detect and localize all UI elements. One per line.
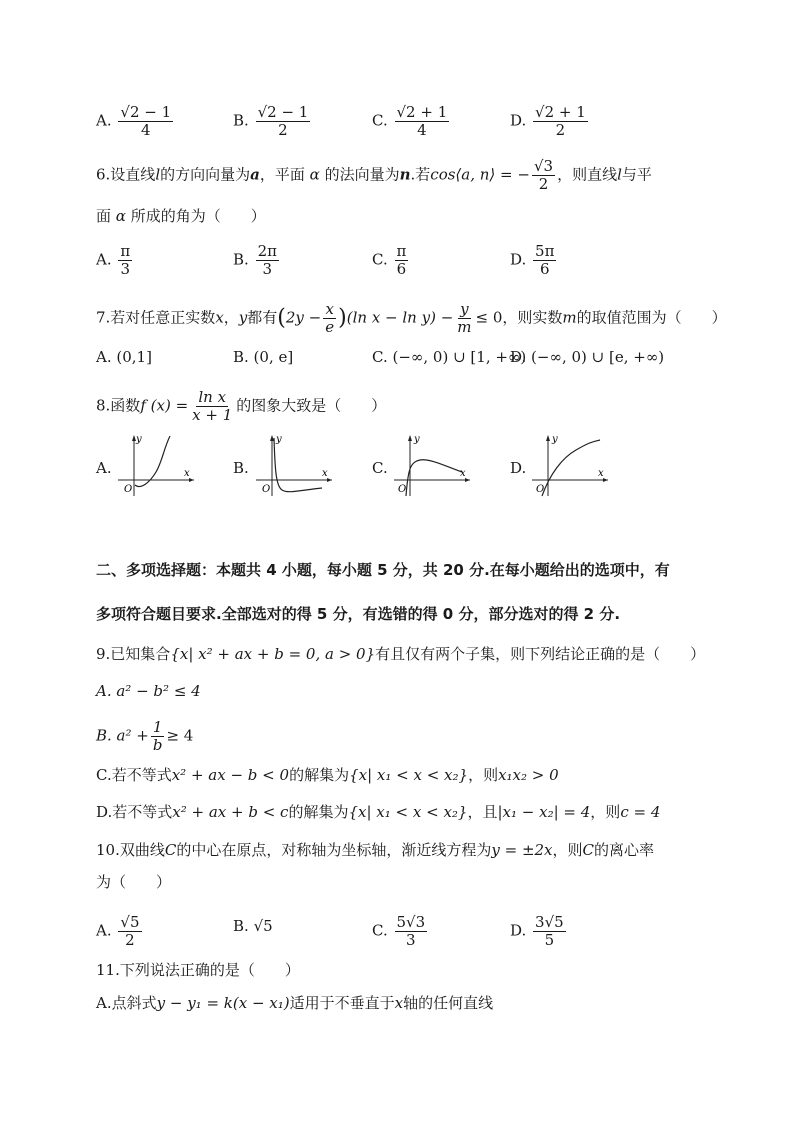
x-axis-arrow (465, 478, 470, 482)
numerator: ln x (198, 388, 227, 406)
graph-c-label: C. (372, 459, 388, 477)
denominator: 6 (539, 260, 550, 278)
graph-d (528, 430, 614, 500)
var-x: x (215, 308, 224, 327)
q6-option-a (96, 243, 134, 278)
set-expression: {x| x₁ < x < x₂} (348, 803, 468, 821)
q10-option-b (233, 916, 273, 936)
fraction (533, 104, 588, 139)
origin-label: O (536, 484, 545, 495)
q11-option-a (96, 993, 493, 1013)
fraction (395, 914, 428, 949)
origin-label: O (398, 484, 407, 495)
text: ，则实数 (502, 308, 563, 327)
expression: |x₁ − x₂| = 4 (497, 803, 591, 821)
var-l: l (155, 165, 161, 184)
text: ， (223, 308, 239, 327)
y-axis-arrow (270, 435, 274, 441)
option-letter: B. (233, 917, 249, 935)
set-expression: {x| x² + ax + b = 0, a > 0} (170, 645, 376, 663)
denominator: 6 (396, 260, 407, 278)
denominator: m (457, 318, 472, 336)
text: ，则 (590, 803, 621, 821)
text: 的解集为 (288, 803, 349, 821)
text: 的图象大致是（ ） (236, 396, 387, 415)
text: 有且仅有两个子集，则下列结论正确的是（ ） (375, 645, 706, 663)
numerator: y (460, 300, 469, 318)
fraction (395, 104, 450, 139)
option-letter: C. (372, 111, 388, 130)
y-label: y (414, 434, 420, 445)
text: 的取值范围为（ ） (576, 308, 727, 327)
fraction (533, 243, 556, 278)
numerator: √2 + 1 (535, 103, 586, 121)
option-letter: D. (510, 921, 527, 940)
denominator: 5 (544, 931, 555, 949)
x-label: x (184, 468, 190, 479)
denominator: 3 (120, 260, 131, 278)
text: 与平 (621, 165, 652, 184)
text: D.若不等式 (96, 803, 173, 821)
numerator: π (396, 242, 407, 260)
text: C.若不等式 (96, 766, 172, 784)
fraction (455, 301, 473, 336)
paren-open: ( (277, 305, 286, 331)
q8-stem (96, 389, 386, 424)
fraction (533, 914, 566, 949)
denominator: 2 (278, 121, 288, 139)
q10-stem-line2: 为（ ） (96, 873, 172, 891)
var-x: x (394, 994, 404, 1012)
expression: x² + ax − b < 0 (171, 766, 290, 784)
q10-option-d (510, 914, 568, 949)
section-heading-line2: 多项符合题目要求.全部选对的得 5 分，有选错的得 0 分，部分选对的得 2 分. (96, 605, 621, 623)
section-heading-line1: 二、多项选择题：本题共 4 小题，每小题 5 分，共 20 分.在每小题给出的选项中，有 (96, 561, 670, 579)
fraction (395, 243, 409, 278)
graph-b-label: B. (233, 459, 249, 477)
numerator: √2 − 1 (120, 103, 172, 121)
numerator: √2 + 1 (396, 103, 448, 121)
text: 适用于不垂直于 (289, 994, 395, 1012)
denominator: 2 (538, 175, 549, 193)
expression: y = ±2x (491, 841, 553, 859)
text: 所成的角为（ ） (130, 207, 266, 225)
curve (542, 440, 600, 496)
graph-c (390, 430, 476, 500)
q6-stem-line1 (96, 158, 652, 193)
denominator: 3 (406, 931, 416, 949)
q5-option-d (510, 104, 590, 139)
text: 8.函数 (96, 396, 141, 415)
numerator: 5π (535, 242, 555, 260)
x-axis-arrow (603, 478, 608, 482)
expression: x₁x₂ > 0 (498, 766, 559, 784)
var-l: l (617, 165, 622, 184)
expression: y − y₁ = k(x − x₁) (156, 994, 290, 1012)
text: 6.设直线 (96, 165, 156, 184)
y-label: y (276, 434, 282, 445)
expression: ≤ 0 (475, 308, 503, 327)
q5-option-c (372, 104, 451, 139)
numerator: √3 (533, 157, 554, 175)
text: 都有 (247, 308, 278, 327)
q5-option-b (233, 104, 312, 139)
q9-option-b (96, 719, 193, 754)
denominator: b (152, 736, 163, 754)
denominator: 4 (417, 121, 427, 139)
numerator: x (325, 300, 334, 318)
q10-stem-line1 (96, 840, 654, 860)
vector-a: a (250, 165, 260, 184)
text: ，平面 (259, 165, 305, 184)
expression: x² + ax + b < c (172, 803, 289, 821)
q9-option-d (96, 802, 660, 822)
text: 9.已知集合 (96, 645, 171, 663)
q9-stem (96, 644, 705, 664)
numerator: √2 − 1 (257, 103, 309, 121)
fraction (151, 719, 165, 754)
fraction (323, 301, 336, 336)
q11-stem: 11.下列说法正确的是（ ） (96, 961, 300, 979)
expression: 2y − (285, 308, 322, 327)
q10-option-a (96, 914, 144, 949)
var-y: y (238, 308, 248, 327)
var-c: C (582, 841, 595, 859)
curve (406, 460, 462, 496)
q7-option-b: B. (0, e] (233, 348, 294, 366)
fraction (256, 243, 279, 278)
text: A.点斜式 (96, 994, 157, 1012)
expression: B. a² + (96, 726, 149, 745)
expression: (ln x − ln y) − (346, 308, 454, 327)
fraction (118, 914, 141, 949)
cos-expression: cos⟨a, n⟩ = − (430, 165, 530, 184)
y-axis-arrow (546, 435, 550, 441)
q6-option-c (372, 243, 410, 278)
graph-a (114, 430, 200, 500)
numerator: √5 (120, 913, 140, 931)
y-axis-arrow (408, 435, 412, 441)
graph-d-label: D. (510, 459, 527, 477)
alpha: α (309, 165, 320, 184)
q9-option-a: A. a² − b² ≤ 4 (96, 682, 201, 700)
vector-n: n (399, 165, 411, 184)
option-letter: A. (96, 250, 112, 269)
text: 10.双曲线 (96, 841, 165, 859)
numerator: 3√5 (535, 913, 564, 931)
option-letter: B. (233, 111, 249, 130)
numerator: 1 (152, 718, 163, 736)
text: 轴的任何直线 (403, 994, 494, 1012)
x-axis-arrow (189, 478, 194, 482)
text: 面 (96, 207, 112, 225)
option-letter: A. (96, 111, 112, 130)
numerator: π (120, 242, 131, 260)
var-c: C (164, 841, 177, 859)
q10-option-c (372, 914, 429, 949)
text: ，则 (468, 766, 499, 784)
denominator: 2 (125, 931, 135, 949)
denominator: x + 1 (192, 406, 233, 424)
text: 7.若对任意正实数 (96, 308, 216, 327)
numerator: 2π (257, 242, 277, 260)
text: 的法向量为 (324, 165, 400, 184)
expression: c = 4 (620, 803, 661, 821)
option-letter: B. (233, 250, 249, 269)
q7-option-d: D. (−∞, 0) ∪ [e, +∞) (510, 348, 665, 366)
y-label: y (552, 434, 558, 445)
function-expression: f (x) = (140, 396, 189, 415)
text: ，则 (552, 841, 583, 859)
x-label: x (598, 468, 604, 479)
var-m: m (562, 308, 577, 327)
fraction (118, 104, 173, 139)
text: .若 (410, 165, 431, 184)
q7-option-c: C. (−∞, 0) ∪ [1, +∞) (372, 348, 527, 366)
denominator: 2 (555, 121, 566, 139)
option-letter: C. (372, 250, 388, 269)
option-letter: A. (96, 921, 112, 940)
q6-option-d (510, 243, 558, 278)
fraction (532, 158, 555, 193)
option-letter: D. (510, 250, 527, 269)
text: 的方向向量为 (160, 165, 251, 184)
option-letter: D. (510, 111, 527, 130)
x-label: x (460, 468, 466, 479)
paren-close: ) (338, 305, 347, 331)
fraction (190, 389, 234, 424)
expression: ≥ 4 (166, 726, 194, 745)
q6-stem-line2 (96, 206, 266, 226)
option-value: √5 (253, 917, 273, 935)
denominator: e (325, 318, 335, 336)
text: 的离心率 (594, 841, 655, 859)
graph-a-label: A. (96, 459, 112, 477)
origin-label: O (124, 484, 133, 495)
denominator: 3 (262, 260, 273, 278)
option-letter: C. (372, 921, 388, 940)
graph-b (252, 430, 338, 500)
set-expression: {x| x₁ < x < x₂} (349, 766, 469, 784)
fraction (256, 104, 311, 139)
x-axis-arrow (327, 478, 332, 482)
text: ，且 (467, 803, 498, 821)
text: 的中心在原点，对称轴为坐标轴，渐近线方程为 (176, 841, 492, 859)
curve (274, 438, 322, 492)
q9-option-c (96, 765, 559, 785)
q6-option-b (233, 243, 281, 278)
y-label: y (136, 434, 142, 445)
q5-option-a (96, 104, 175, 139)
denominator: 4 (140, 121, 151, 139)
alpha: α (115, 207, 126, 225)
text: ，则直线 (557, 165, 618, 184)
origin-label: O (262, 484, 271, 495)
numerator: 5√3 (396, 913, 426, 931)
x-label: x (322, 468, 328, 479)
q7-option-a: A. (0,1] (96, 348, 152, 366)
text: 的解集为 (289, 766, 350, 784)
q7-stem (96, 301, 727, 336)
fraction (118, 243, 132, 278)
